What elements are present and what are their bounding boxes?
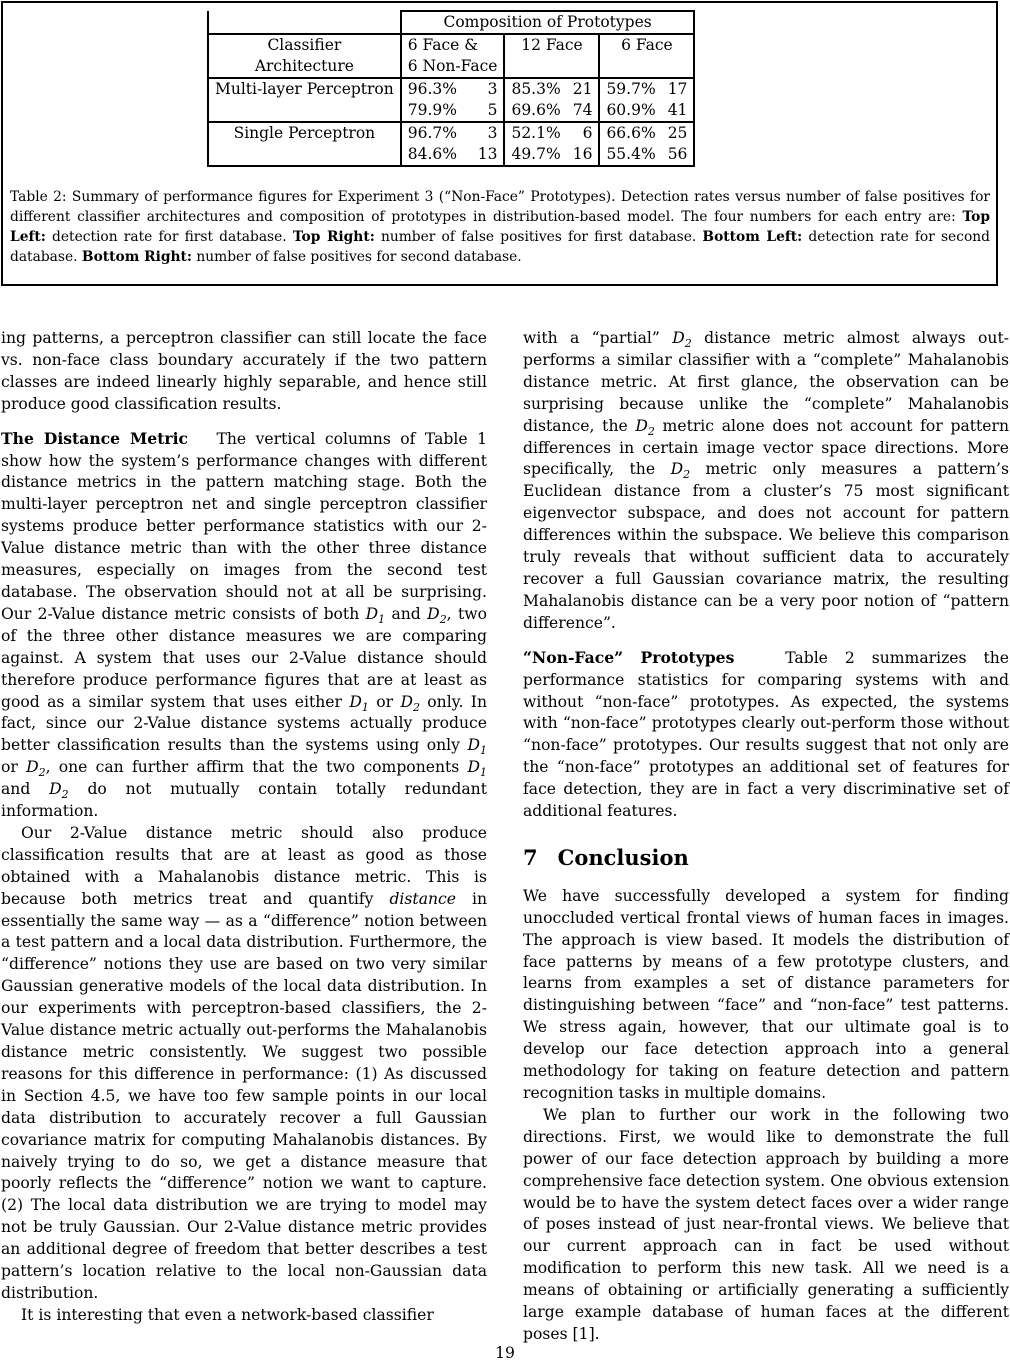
table-row [208,100,694,122]
paragraph-non-face: “Non-Face” Prototypes Table 2 summarizes the performance statistics for comparing systems with and without “non-face” prototypes. As expected, the systems with “non-face” prototypes clearly out-perform those without “non-face” prototypes. Our results suggest that not only are the “non-face” prototypes an additional set of features for face detection, they are in fact a very discriminative set of additional features. [523,647,1009,821]
table-cell: 85.3% [504,78,566,100]
paragraph: with a “partial” $D_2$ distance metric almost always out-performs a similar classifier with a “complete” Mahalanobis distance metric. At first glance, the observation can be surprising because unlike the “complete” Mahalanobis distance, the $D_2$ metric alone does not account for pattern differences in certain image vector space directions. More specifically, the $D_2$ metric only measures a pattern’s Euclidean distance from a cluster’s 75 most significant eigenvector subspace, and does not account for pattern differences within the subspace. We believe this comparison truly reveals that without sufficient data to accurately recover a full Gaussian covariance matrix, the resulting Mahalanobis distance can be a very poor notion of “pattern difference”. [523,329,1010,632]
row-header-line2: Architecture [208,56,401,78]
row-label: Multi-layer Perceptron [208,78,401,100]
paragraph-distance-metric: The Distance Metric The vertical columns of Table 1 show how the system’s performance changes with different distance metrics in the pattern matching stage. Both the multi-layer perceptron net and single perceptron classifier systems produce better performance statistics with our 2-Value distance metric than with the other three distance measures, especially on images from the second test database. The observation should not at all be surprising. Our 2-Value distance metric consists of both $D_1$ and $D_2$, two of the three other distance measures we are comparing against. A system that uses our 2-Value distance should therefore produce performance figures that are at least as good as a similar system that uses either $D_1$ or $D_2$ only. In fact, since our 2-Value distance systems actually produce better classification results than the systems using only $D_1$ or $D_2$, one can further affirm that the two components $D_1$ and $D_2$ do not mutually contain totally redundant information. [1,428,487,821]
table-cell: 79.9% [401,100,469,122]
table-cell: 56 [662,144,695,166]
row-label: Single Perceptron [208,122,401,144]
row-header-line1: Classifier [208,34,401,56]
right-column [523,328,1009,1346]
paragraph: We have successfully developed a system for finding unoccluded vertical frontal views of human faces in images. The approach is view based. It models the distribution of face patterns by means of a few prototype clusters, and learns from examples a set of distance parameters for distinguishing between “face” and “non-face” test patterns. We stress again, however, that our ultimate goal is to develop our face detection approach into a general methodology for taking on feature detection and pattern recognition tasks in multiple domains. [523,886,1009,1102]
table-cell: 96.3% [401,78,469,100]
table-row [208,78,694,100]
table-row [208,122,694,144]
table-cell: 21 [567,78,600,100]
table-cell: 96.7% [401,122,469,144]
table-cell: 60.9% [599,100,661,122]
table-cell: 3 [469,122,505,144]
table-cell: 17 [662,78,695,100]
table-cell: 84.6% [401,144,469,166]
table-cell: 5 [487,101,498,119]
paragraph: We plan to further our work in the following two directions. First, we would like to demonstrate the full power of our face detection approach by building a more comprehensive face detection system. One obvious extension would be to have the system detect faces over a wider range of poses instead of just near-frontal views. We believe that our current approach can in fact be used without modification to perform this new task. All we need is a means of obtaining or artificially generating a sufficiently large example database of human faces at the different poses [1]. [523,1105,1009,1343]
group-header: Composition of Prototypes [401,11,695,34]
results-table [207,10,695,167]
paragraph: Our 2-Value distance metric should also produce classification results that are at least as good as those obtained with a Mahalanobis distance metric. This is because both metrics treat and quantify distance in essentially the same way — as a “difference” notion between a test pattern and a local data distribution. Furthermore, the “difference” notions they use are based on two very similar Gaussian generative models of the local data distribution. In our experiments with perceptron-based classifiers, the 2-Value distance metric actually out-performs the Mahalanobis distance metric consistently. We suggest two possible reasons for this difference in performance: (1) As discussed in Section 4.5, we have too few sample points in our local data distribution to accurately recover a full Gaussian covariance matrix for computing Mahalanobis distances. By naively trying to do so, we get a distance measure that poorly reflects the “difference” notion we want to capture. (2) The local data distribution we are trying to model may not be truly Gaussian. Our 2-Value distance metric provides an additional degree of freedom that better describes a test pattern’s location relative to the local non-Gaussian data distribution. [1,823,487,1302]
left-column [1,328,487,1327]
table-figure-box [1,1,998,286]
section-heading: 7 Conclusion [523,844,689,870]
table-cell: 55.4% [599,144,661,166]
paragraph: It is interesting that even a network-based classifier [21,1305,434,1324]
table-cell: 66.6% [599,122,661,144]
page-number: 19 [495,1344,515,1362]
col-header-1-line2: 6 Non-Face [401,56,505,78]
table-cell: 13 [469,144,505,166]
table-cell: 59.7% [599,78,661,100]
table-cell: 3 [469,78,505,100]
table-cell: 49.7% [504,144,566,166]
table-cell: 6 [567,122,600,144]
col-header-3-line1: 6 Face [599,34,694,56]
table-cell: 41 [662,100,695,122]
table-cell: 74 [572,101,593,119]
col-header-2-line1: 12 Face [504,34,599,56]
paragraph: ing patterns, a perceptron classifier can still locate the face vs. non-face class boundary accurately if the two pattern classes are indeed linearly highly separable, and hence still produce good classification results. [1,329,487,413]
paragraph-heading: “Non-Face” Prototypes [523,647,735,667]
table-cell: 16 [567,144,600,166]
table-row [208,144,694,166]
table-cell: 69.6% [504,100,566,122]
table-cell: 52.1% [504,122,566,144]
table-caption: Table 2: Summary of performance figures for Experiment 3 (“Non-Face” Prototypes). Detection rates versus number of false positives for different classifier architectures and composition of prototypes in distribution-based model. The four numbers for each entry are: Top Left: detection rate for first database. Top Right: number of false positives for first database. Bottom Left: detection rate for second database. Bottom Right: number of false positives for second database. [10,189,990,265]
paragraph-heading: The Distance Metric [1,428,189,448]
table-cell: 25 [662,122,695,144]
col-header-1-line1: 6 Face & [401,34,505,56]
